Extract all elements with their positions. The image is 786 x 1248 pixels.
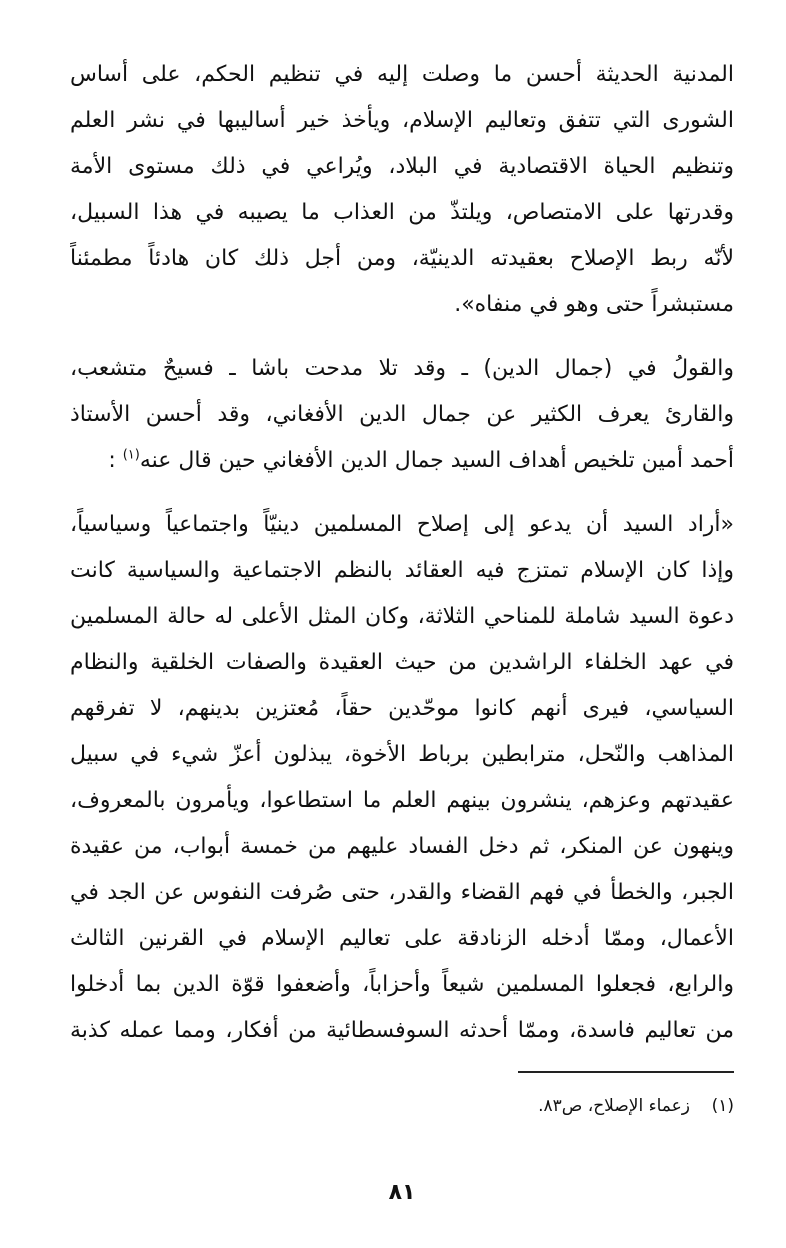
text-line: لأنّه ربط الإصلاح بعقيدته الدينيّة، ومن أجل ذلك كان هادئاً مطمئناً bbox=[70, 246, 734, 271]
text-line: السياسي، فيرى أنهم كانوا موحّدين حقاً، مُعتزين بدينهم، لا تفرقهم bbox=[70, 696, 734, 721]
text-line: والقارئ يعرف الكثير عن جمال الدين الأفغاني، وقد أحسن الأستاذ bbox=[70, 402, 734, 427]
page-number: ٨١ bbox=[388, 1180, 416, 1205]
text-line: المدنية الحديثة أحسن ما وصلت إليه في تنظيم الحكم، على أساس bbox=[70, 62, 734, 87]
text-segment: : bbox=[108, 448, 123, 473]
text-line: المذاهب والنّحل، مترابطين برباط الأخوة، يبذلون أعزّ شيء في سبيل bbox=[70, 742, 734, 767]
text-line: وينهون عن المنكر، ثم دخل الفساد عليهم من خمسة أبواب، من عقيدة bbox=[70, 834, 734, 859]
text-line: الشورى التي تتفق وتعاليم الإسلام، ويأخذ خير أساليبها في نشر العلم bbox=[70, 108, 734, 133]
text-segment: أحمد أمين تلخيص أهداف السيد جمال الدين الأفغاني حين قال عنه bbox=[139, 448, 734, 473]
footnote-reference[interactable]: (١) bbox=[122, 447, 140, 463]
text-line: الجبر، والخطأ في فهم القضاء والقدر، حتى صُرفت النفوس عن الجد في bbox=[70, 880, 734, 905]
text-line: من تعاليم فاسدة، وممّا أحدثه السوفسطائية من أفكار، ومما عمله كذبة bbox=[70, 1018, 734, 1043]
text-line: وقدرتها على الامتصاص، ويلتذّ من العذاب ما يصيبه في هذا السبيل، bbox=[70, 200, 734, 225]
text-line: والقولُ في (جمال الدين) ـ وقد تلا مدحت باشا ـ فسيحٌ متشعب، bbox=[70, 356, 734, 381]
paragraph-spacer bbox=[70, 484, 734, 502]
paragraph-2 bbox=[70, 346, 734, 484]
text-line: «أراد السيد أن يدعو إلى إصلاح المسلمين دينيّاً واجتماعياً وسياسياً، bbox=[70, 512, 734, 537]
text-line: دعوة السيد شاملة للمناحي الثلاثة، وكان المثل الأعلى له حالة المسلمين bbox=[70, 604, 734, 629]
footnote bbox=[538, 1092, 734, 1120]
text-line: الأعمال، وممّا أدخله الزنادقة على تعاليم الإسلام في القرنين الثالث bbox=[70, 926, 734, 951]
footnote-marker: (١) bbox=[711, 1096, 734, 1116]
paragraph-1 bbox=[70, 52, 734, 328]
footnote-divider bbox=[518, 1071, 734, 1073]
book-page bbox=[70, 52, 734, 1248]
text-line-with-footnote bbox=[70, 438, 734, 484]
text-line: في عهد الخلفاء الراشدين من حيث العقيدة والصفات الخلقية والنظام bbox=[70, 650, 734, 675]
text-line: عقيدتهم وعزهم، ينشرون بينهم العلم ما استطاعوا، ويأمرون بالمعروف، bbox=[70, 788, 734, 813]
quote-paragraph bbox=[70, 502, 734, 1054]
text-line: وتنظيم الحياة الاقتصادية في البلاد، ويُراعي في ذلك مستوى الأمة bbox=[70, 154, 734, 179]
text-line: مستبشراً حتى وهو في منفاه». bbox=[454, 292, 734, 317]
footnote-text: زعماء الإصلاح، ص٨٣. bbox=[538, 1096, 690, 1116]
text-line: والرابع، فجعلوا المسلمين شيعاً وأحزاباً، وأضعفوا قوّة الدين بما أدخلوا bbox=[70, 972, 734, 997]
text-line: وإذا كان الإسلام تمتزج فيه العقائد بالنظم الاجتماعية والسياسية كانت bbox=[70, 558, 734, 583]
paragraph-spacer bbox=[70, 328, 734, 346]
